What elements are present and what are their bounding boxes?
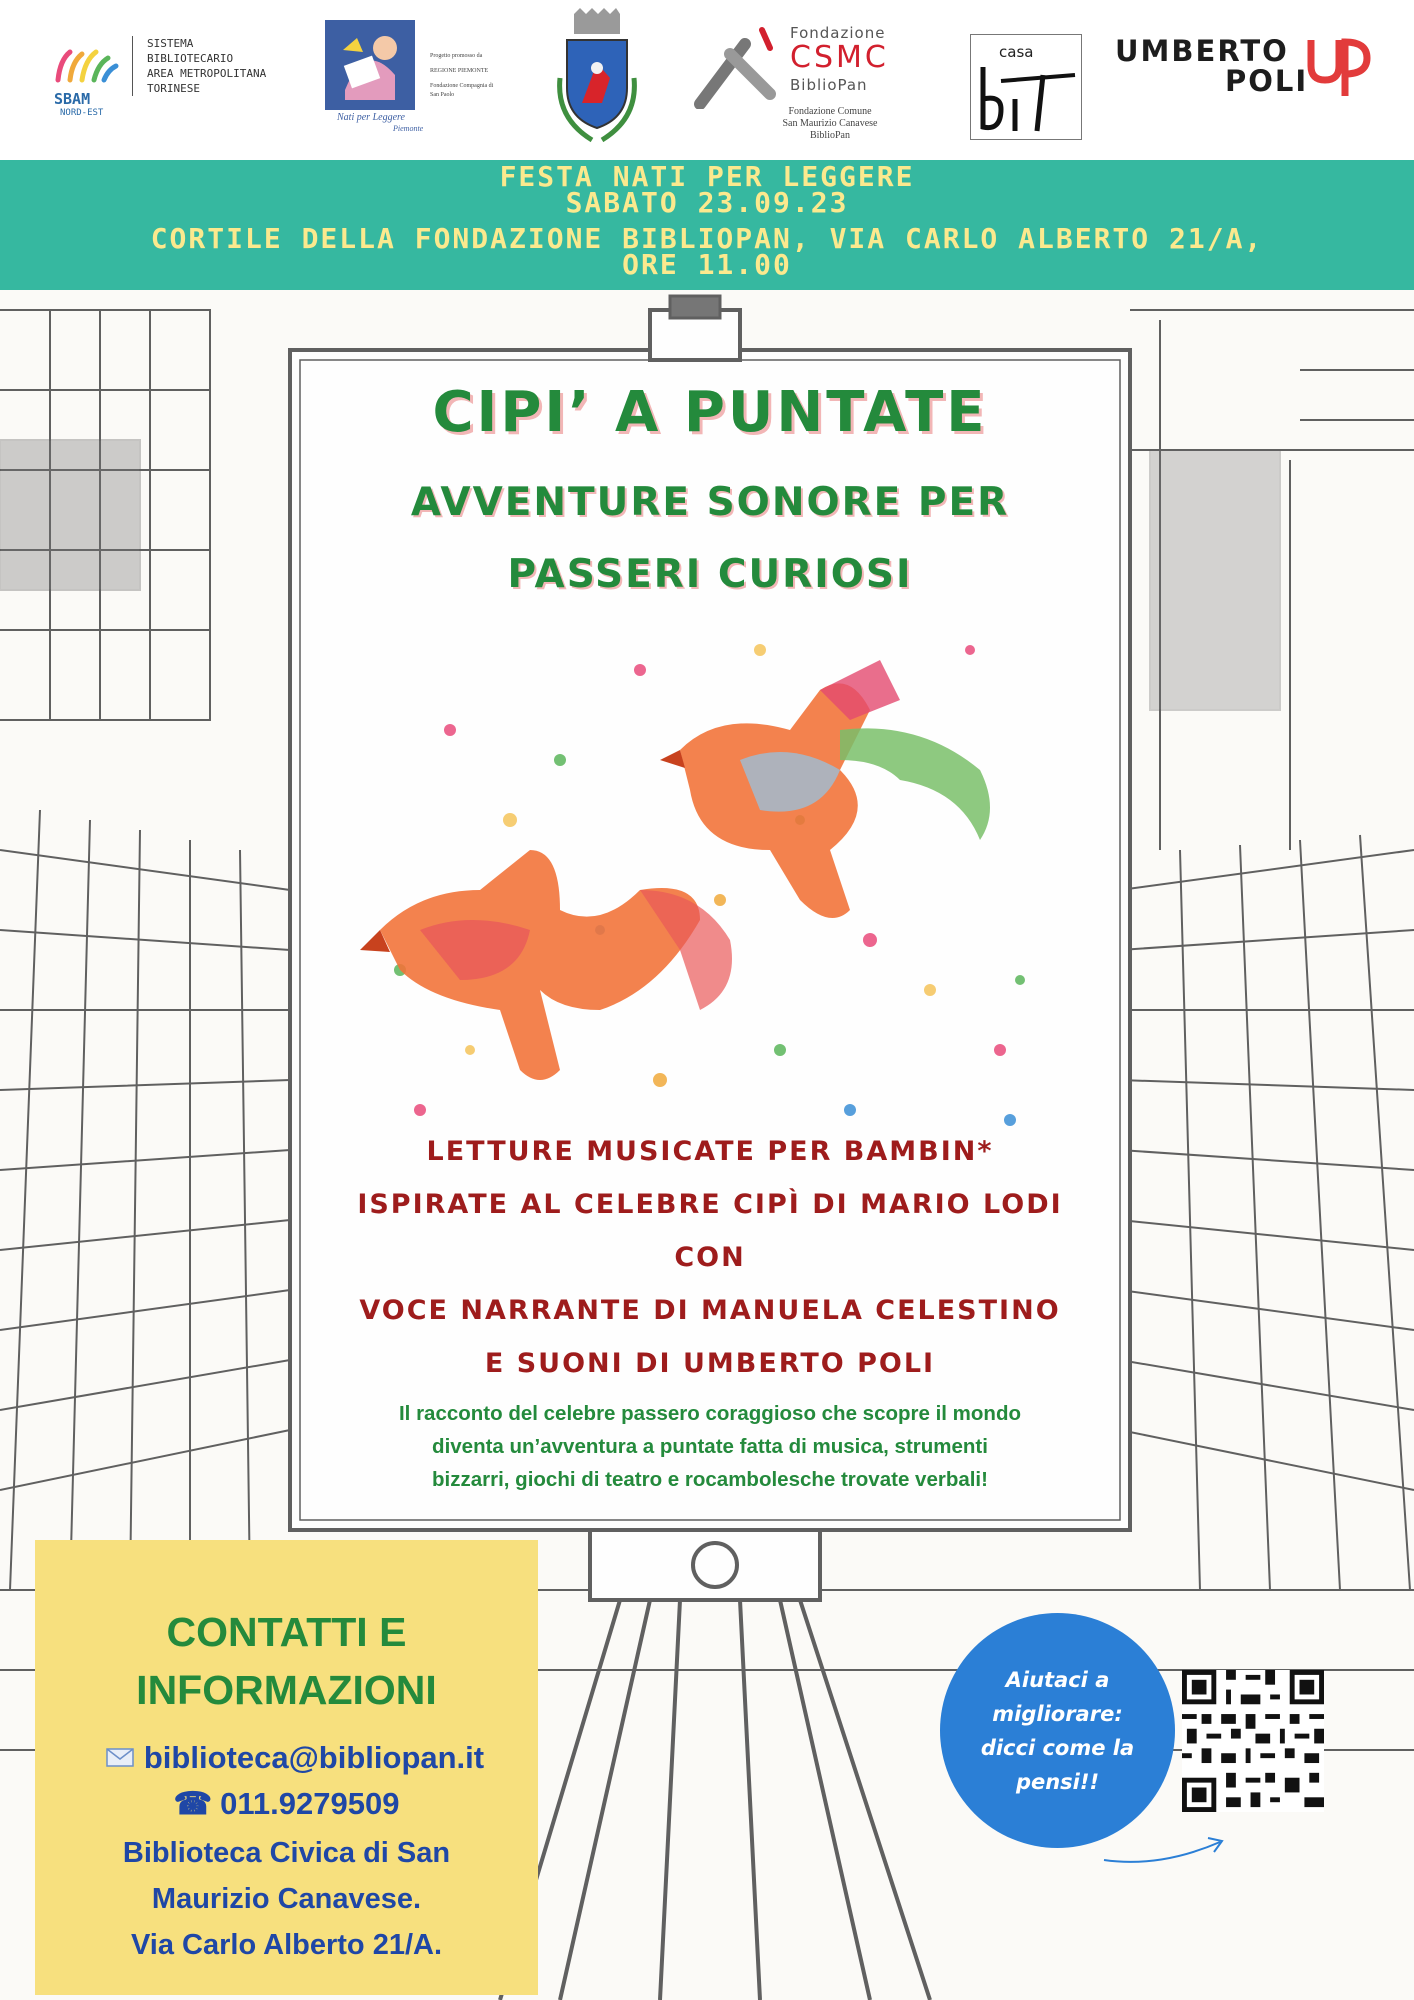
readings-line: CON — [674, 1242, 746, 1273]
event-location: CORTILE DELLA FONDAZIONE BIBLIOPAN, VIA CARLO ALBERTO 21/A, — [150, 222, 1264, 255]
description-line: Il racconto del celebre passero coraggioso che scopre il mondo — [398, 1402, 1022, 1425]
survey-line: dicci come la — [980, 1736, 1135, 1760]
sbam-sub: NORD-EST — [60, 108, 104, 118]
event-date: SABATO 23.09.23 — [565, 186, 849, 219]
contact-title-line: CONTATTI E — [166, 1609, 407, 1655]
sbam-line: AREA METROPOLITANA — [147, 67, 267, 80]
reading-child-icon — [325, 20, 415, 110]
event-time: ORE 11.00 — [622, 248, 792, 281]
fondazione-sub-line: Fondazione Comune — [788, 106, 872, 117]
contact-email-link[interactable]: biblioteca@bibliopan.it — [143, 1740, 485, 1775]
event-title: FESTA NATI PER LEGGERE — [499, 160, 915, 193]
survey-line: Aiutaci a — [1005, 1668, 1110, 1692]
description-line: diventa un’avventura a puntate fatta di musica, strumenti — [432, 1435, 988, 1458]
contact-title — [35, 1603, 538, 1719]
logo-strip — [0, 0, 1414, 160]
nati-per-leggere-logo — [325, 20, 424, 133]
bibliopan-word: BiblioPan — [790, 76, 868, 94]
address-line: Biblioteca Civica di San — [122, 1837, 451, 1869]
fondazione-sub-line: San Maurizio Canavese — [782, 118, 878, 129]
show-subtitle — [260, 467, 1160, 611]
up-mark-icon — [1303, 36, 1371, 100]
contact-title-line: INFORMAZIONI — [136, 1667, 437, 1713]
contact-email-row — [55, 1740, 535, 1776]
poli-word: POLI — [1225, 64, 1309, 98]
npl-region: Piemonte — [393, 124, 424, 133]
fondazione-bibliopan-logo — [690, 20, 905, 150]
npl-name: Nati per Leggere — [337, 112, 405, 123]
address-line: Maurizio Canavese. — [151, 1883, 422, 1915]
sbam-line: BIBLIOTECARIO — [147, 52, 234, 65]
fondazione-subtitle — [760, 106, 900, 142]
contact-box — [35, 1540, 538, 1995]
phone-icon: ☎ — [173, 1786, 213, 1821]
readings-block — [300, 1125, 1120, 1390]
promo-block — [430, 52, 500, 122]
description-block — [240, 1397, 1180, 1496]
qr-code-icon[interactable] — [1182, 1670, 1324, 1812]
envelope-icon — [106, 1740, 136, 1776]
sbam-name: SBAM — [54, 90, 91, 108]
contact-phone[interactable]: 011.9279509 — [220, 1786, 400, 1821]
fondazione-word: Fondazione — [790, 24, 886, 42]
survey-line: migliorare: — [992, 1702, 1123, 1726]
promo-line: Progetto promosso da — [430, 53, 483, 59]
municipal-crest-logo — [552, 8, 642, 148]
show-subtitle-line: AVVENTURE SONORE PER — [410, 480, 1010, 525]
sbam-rainbow-icon — [50, 40, 120, 90]
sbam-description — [132, 36, 312, 96]
show-title-block — [260, 380, 1160, 611]
csmc-word: CSMC — [790, 40, 889, 75]
casa-bit-logo — [970, 34, 1082, 140]
contact-address — [35, 1830, 538, 1968]
survey-text — [940, 1663, 1175, 1799]
address-line: Via Carlo Alberto 21/A. — [130, 1929, 443, 1961]
show-title: CIPI’ A PUNTATE — [432, 380, 988, 445]
readings-line: E SUONI DI UMBERTO POLI — [484, 1348, 936, 1379]
survey-bubble[interactable] — [940, 1613, 1175, 1848]
description-line: bizzarri, giochi di teatro e rocambolesche trovate verbali! — [432, 1468, 988, 1491]
readings-line: LETTURE MUSICATE PER BAMBIN* — [426, 1136, 994, 1167]
fondazione-mark-icon — [690, 24, 785, 109]
promo-line: REGIONE PIEMONTE — [430, 68, 489, 74]
survey-line: pensi!! — [1015, 1770, 1100, 1794]
promo-line: Fondazione Compagnia di San Paolo — [430, 83, 494, 98]
npl-emblem — [325, 20, 415, 110]
readings-line: ISPIRATE AL CELEBRE CIPÌ DI MARIO LODI — [357, 1189, 1063, 1220]
sbam-line: TORINESE — [147, 82, 200, 95]
bit-mark-icon — [971, 61, 1081, 137]
casa-word: casa — [999, 43, 1034, 61]
umberto-word: UMBERTO — [1115, 34, 1289, 68]
show-subtitle-line: PASSERI CURIOSI — [507, 552, 913, 597]
event-banner — [0, 160, 1414, 290]
sbam-logo — [40, 30, 310, 125]
crest-icon — [552, 8, 642, 148]
umberto-poli-logo — [1115, 34, 1380, 104]
arrow-icon — [1100, 1830, 1230, 1870]
readings-line: VOCE NARRANTE DI MANUELA CELESTINO — [359, 1295, 1061, 1326]
contact-phone-row — [35, 1786, 538, 1822]
fondazione-sub-line: BiblioPan — [809, 130, 850, 141]
sbam-line: SISTEMA — [147, 37, 194, 50]
